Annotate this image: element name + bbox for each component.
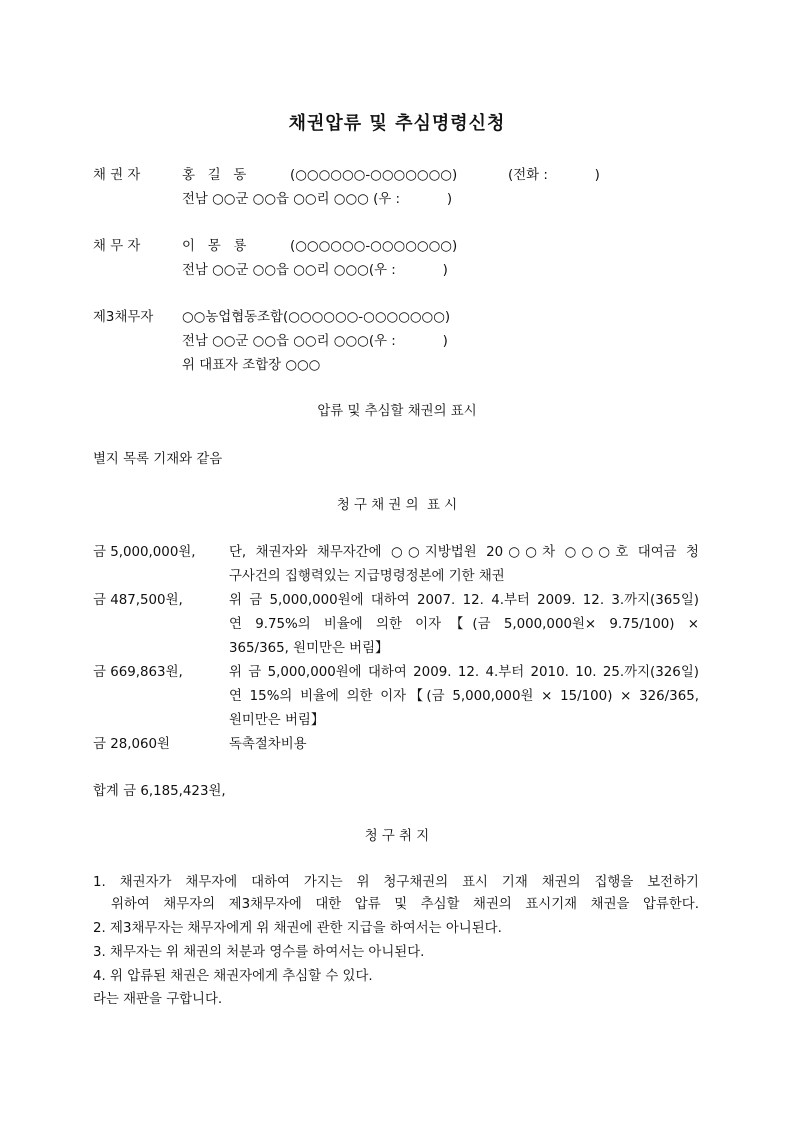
document-title: 채권압류 및 추심명령신청 (288, 113, 506, 134)
purpose-item: 4. 위 압류된 채권은 채권자에게 추심할 수 있다. (93, 969, 373, 984)
purpose-closing: 라는 재판을 구합니다. (93, 992, 223, 1007)
third-debtor-name: ○○농업협동조합(○○○○○○-○○○○○○○) (182, 310, 451, 325)
claim-description-line: 연 9.75%의 비율에 의한 이자【(금 5,000,000원× 9.75/100) × (229, 617, 699, 632)
claim-description-line: 365/365, 원미만은 버림】 (229, 641, 389, 656)
purpose-heading: 청 구 취 지 (364, 829, 430, 844)
claim-description-line: 위 금 5,000,000원에 대하여 2009. 12. 4.부터 2010. 10. 25.까지(326일) (229, 665, 699, 680)
claim-heading: 청 구 채 권 의 표 시 (336, 498, 458, 513)
claim-amount: 금 669,863원, (93, 665, 183, 680)
third-debtor-label: 제3채무자 (93, 310, 154, 325)
purpose-item: 3. 채무자는 위 채권의 처분과 영수를 하여서는 아니된다. (93, 945, 425, 960)
claim-description-line: 원미만은 버림】 (229, 713, 325, 728)
creditor-address: 전남 ○○군 ○○읍 ○○리 ○○○ (우 : ) (182, 192, 453, 207)
claim-description-line: 독촉절차비용 (229, 737, 307, 752)
claim-amount: 금 487,500원, (93, 593, 183, 608)
seizure-heading: 압류 및 추심할 채권의 표시 (317, 404, 477, 419)
creditor-id: (○○○○○○-○○○○○○○) (290, 168, 458, 183)
purpose-item: 위하여 채무자의 제3채무자에 대한 압류 및 추심할 채권의 표시기재 채권을 압류한다. (111, 897, 699, 912)
claim-amount: 금 5,000,000원, (93, 545, 196, 560)
creditor-label: 채 권 자 (93, 168, 141, 183)
claim-amount: 금 28,060원 (93, 737, 170, 752)
seizure-text: 별지 목록 기재와 같음 (93, 452, 223, 467)
creditor-name: 홍 길 동 (182, 168, 247, 183)
claim-description-line: 연 15%의 비율에 의한 이자【(금 5,000,000원 × 15/100) × 326/365, (229, 689, 699, 704)
claim-total: 합계 금 6,185,423원, (93, 784, 226, 799)
claim-description-line: 단, 채권자와 채무자간에 ○○지방법원 20○○차 ○○○호 대여금 청 (229, 545, 699, 560)
debtor-address: 전남 ○○군 ○○읍 ○○리 ○○○(우 : ) (182, 263, 448, 278)
debtor-label: 채 무 자 (93, 239, 141, 254)
purpose-item: 1. 채권자가 채무자에 대하여 가지는 위 청구채권의 표시 기재 채권의 집행을 보전하기 (93, 875, 699, 890)
creditor-phone: (전화 : ) (508, 168, 600, 183)
debtor-id: (○○○○○○-○○○○○○○) (290, 239, 458, 254)
debtor-name: 이 몽 룡 (182, 239, 247, 254)
third-debtor-representative: 위 대표자 조합장 ○○○ (182, 358, 321, 373)
third-debtor-address: 전남 ○○군 ○○읍 ○○리 ○○○(우 : ) (182, 334, 448, 349)
claim-description-line: 구사건의 집행력있는 지급명령정본에 기한 채권 (229, 569, 505, 584)
purpose-item: 2. 제3채무자는 채무자에게 위 채권에 관한 지급을 하여서는 아니된다. (93, 921, 502, 936)
claim-description-line: 위 금 5,000,000원에 대하여 2007. 12. 4.부터 2009. 12. 3.까지(365일) (229, 593, 699, 608)
